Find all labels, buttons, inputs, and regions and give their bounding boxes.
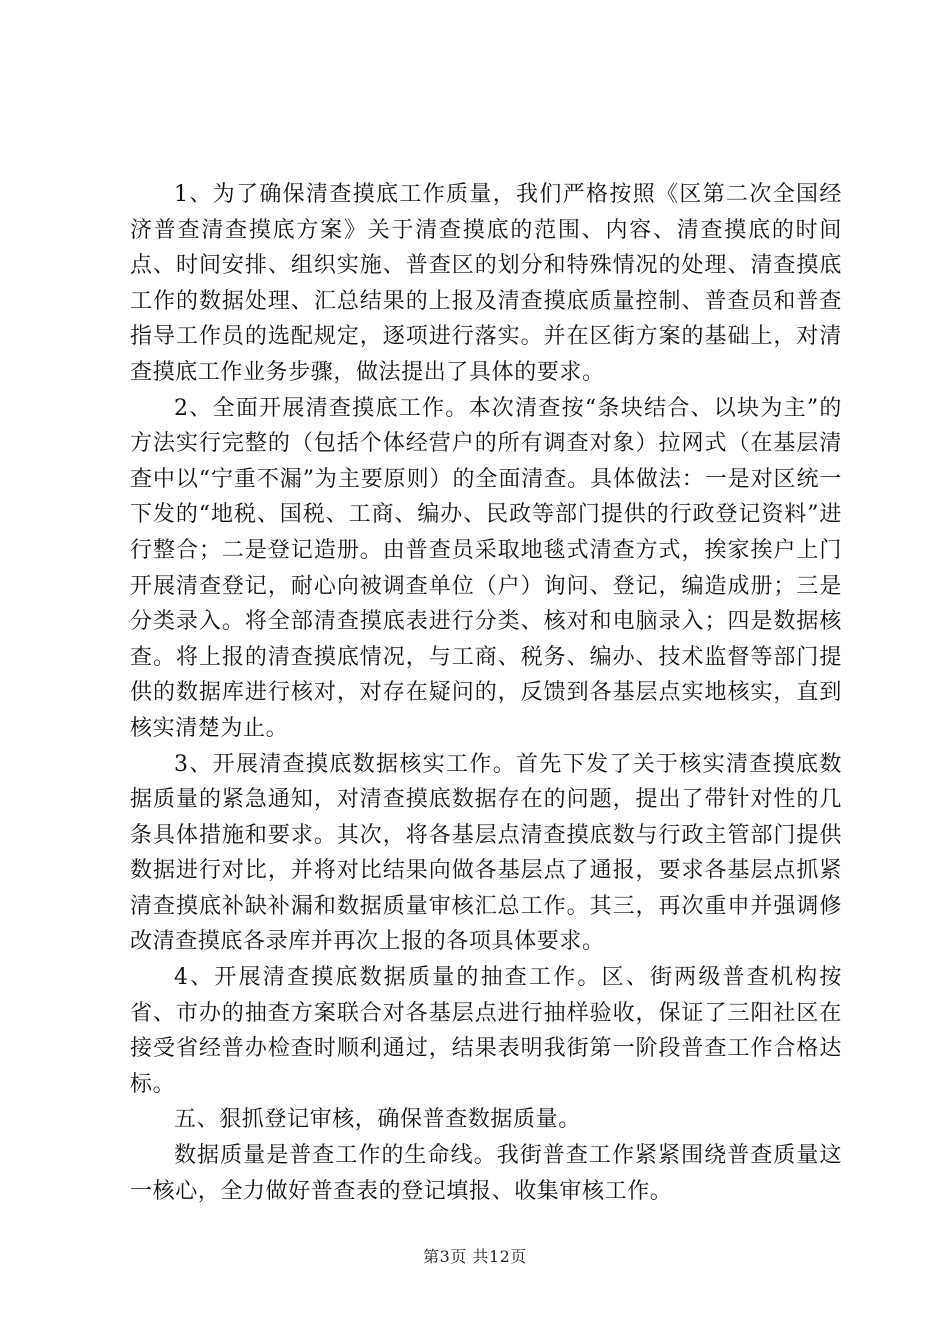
- paragraph-6: 数据质量是普查工作的生命线。我街普查工作紧紧围绕普查质量这一核心，全力做好普查表的登记填报、收集审核工作。: [130, 1143, 842, 1204]
- paragraph-2: 2、全面开展清查摸底工作。本次清查按“条块结合、以块为主”的方法实行完整的（包括个体经营户的所有调查对象）拉网式（在基层清查中以“宁重不漏”为主要原则）的全面清查。具体做法：一是对区统一下发的“地税、国税、工商、编办、民政等部门提供的行政登记资料”进行整合；二是登记造册。由普查员采取地毯式清查方式，挨家挨户上门开展清查登记，耐心向被调查单位（户）询问、登记，编造成册；三是分类录入。将全部清查摸底表进行分类、核对和电脑录入；四是数据核查。将上报的清查摸底情况，与工商、税务、编办、技术监督等部门提供的数据库进行核对，对存在疑问的，反馈到各基层点实地核实，直到核实清楚为止。: [130, 395, 842, 741]
- paragraph-1: 1、为了确保清查摸底工作质量，我们严格按照《区第二次全国经济普查清查摸底方案》关于清查摸底的范围、内容、清查摸底的时间点、时间安排、组织实施、普查区的划分和特殊情况的处理、清查摸底工作的数据处理、汇总结果的上报及清查摸底质量控制、普查员和普查指导工作员的选配规定，逐项进行落实。并在区街方案的基础上，对清查摸底工作业务步骤，做法提出了具体的要求。: [130, 182, 842, 385]
- paragraph-3: 3、开展清查摸底数据核实工作。首先下发了关于核实清查摸底数据质量的紧急通知，对清查摸底数据存在的问题，提出了带针对性的几条具体措施和要求。其次，将各基层点清查摸底数与行政主管部门提供数据进行对比，并将对比结果向做各基层点了通报，要求各基层点抓紧清查摸底补缺补漏和数据质量审核汇总工作。其三，再次重申并强调修改清查摸底各录库并再次上报的各项具体要求。: [130, 751, 842, 955]
- page-number-footer: 第3页 共12页: [423, 1247, 527, 1266]
- document-body: [130, 177, 842, 1209]
- paragraph-4: 4、开展清查摸底数据质量的抽查工作。区、街两级普查机构按省、市办的抽查方案联合对各基层点进行抽样验收，保证了三阳社区在接受省经普办检查时顺利通过，结果表明我街第一阶段普查工作合格达标。: [130, 965, 842, 1097]
- section-heading-5: 五、狠抓登记审核，确保普查数据质量。: [174, 1107, 581, 1133]
